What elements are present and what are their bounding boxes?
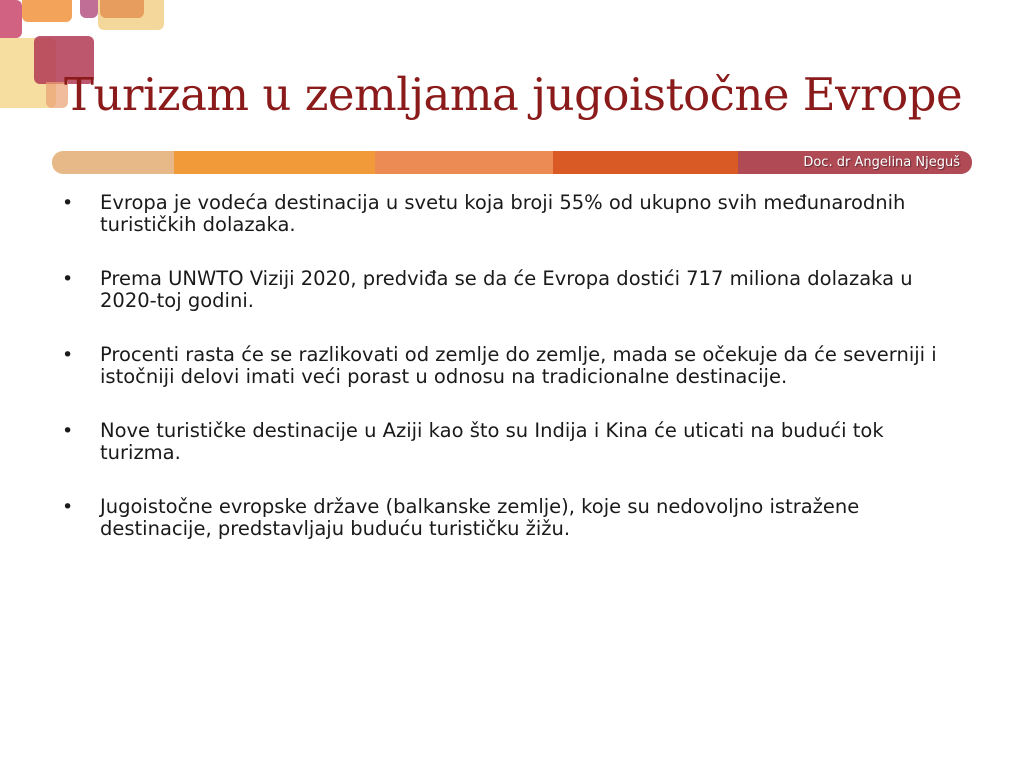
- bullet-icon: •: [62, 420, 74, 442]
- bullet-item: [62, 268, 962, 312]
- author-name: Doc. dr Angelina Njeguš: [803, 155, 960, 170]
- bullet-item: [62, 420, 962, 464]
- bullet-item: [62, 344, 962, 388]
- band-segment: [375, 151, 553, 174]
- decor-square: [0, 0, 22, 38]
- decor-square: [22, 0, 72, 22]
- bullet-text: Nove turističke destinacije u Aziji kao što su Indija i Kina će uticati na budući tok turizma.: [100, 419, 884, 464]
- bullet-icon: •: [62, 268, 74, 290]
- bullet-item: [62, 496, 962, 540]
- slide-title: Turizam u zemljama jugoistočne Evrope: [64, 68, 963, 121]
- bullet-icon: •: [62, 496, 74, 518]
- band-segment: [52, 151, 174, 174]
- bullet-list: [62, 192, 962, 572]
- band-segment: [553, 151, 738, 174]
- bullet-text: Evropa je vodeća destinacija u svetu koja broji 55% od ukupno svih međunarodnih turističkih dolazaka.: [100, 191, 906, 236]
- decor-square: [80, 0, 98, 18]
- bullet-item: [62, 192, 962, 236]
- bullet-text: Procenti rasta će se razlikovati od zemlje do zemlje, mada se očekuje da će severniji i istočniji delovi imati veći porast u odnosu na tradicionalne destinacije.: [100, 343, 937, 388]
- bullet-text: Prema UNWTO Viziji 2020, predviđa se da će Evropa dostići 717 miliona dolazaka u 2020-toj godini.: [100, 267, 913, 312]
- bullet-text: Jugoistočne evropske države (balkanske zemlje), koje su nedovoljno istražene destinacije, predstavljaju buduću turističku žižu.: [100, 495, 860, 540]
- bullet-icon: •: [62, 344, 74, 366]
- header-color-band: [52, 151, 972, 174]
- decor-square: [100, 0, 144, 18]
- band-segment: [174, 151, 375, 174]
- bullet-icon: •: [62, 192, 74, 214]
